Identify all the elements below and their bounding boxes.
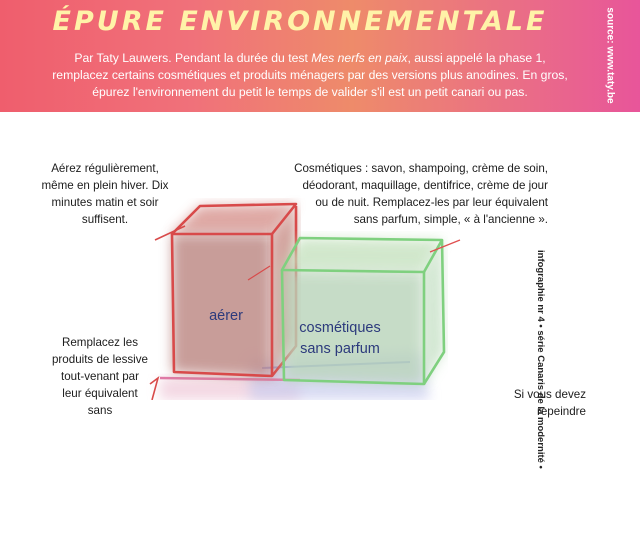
page-title: ÉPURE ENVIRONNEMENTALE bbox=[52, 6, 548, 37]
note-cosmetiques: Cosmétiques : savon, shampoing, crème de soin, déodorant, maquillage, dentifrice, crème de jour ou de nuit. Remplacez-les par leur équivalent sans parfum, simple, « à l'ancienne ». bbox=[294, 162, 548, 226]
cube-label-aerer: aérer bbox=[209, 308, 243, 324]
intro-text-start: Par Taty Lauwers. Pendant la durée du test bbox=[74, 51, 312, 65]
cube-cosmetiques bbox=[282, 238, 460, 384]
header-banner bbox=[0, 0, 640, 112]
cube-aerer bbox=[155, 204, 296, 378]
cube-label-cosmetiques-line1: cosmétiques bbox=[299, 320, 381, 336]
source-url[interactable]: source: www.taty.be bbox=[604, 7, 616, 104]
series-caption: infographie nr 4 • série Canaris de la modernité • bbox=[535, 250, 546, 469]
intro-paragraph bbox=[52, 50, 568, 101]
note-aerer: Aérez régulièrement, même en plein hiver. Dix minutes matin et soir suffisent. bbox=[41, 162, 169, 226]
note-repeindre: Si vous devez repeindre bbox=[513, 388, 586, 418]
intro-text-end: , aussi appelé la phase 1, remplacez certains cosmétiques et produits ménagers par des versions plus anodines. En gros, épurez l'environnement du petit le temps de valider s'il est un petit canari ou pas. bbox=[52, 51, 568, 99]
intro-italic-title: Mes nerfs en paix bbox=[311, 51, 408, 65]
note-lessive: Remplacez les produits de lessive tout-venant par leur équivalent sans bbox=[51, 336, 149, 417]
cube-label-cosmetiques-line2: sans parfum bbox=[300, 341, 380, 357]
cube-label-cosmetiques bbox=[290, 318, 390, 360]
pointer-lessive bbox=[150, 378, 158, 400]
